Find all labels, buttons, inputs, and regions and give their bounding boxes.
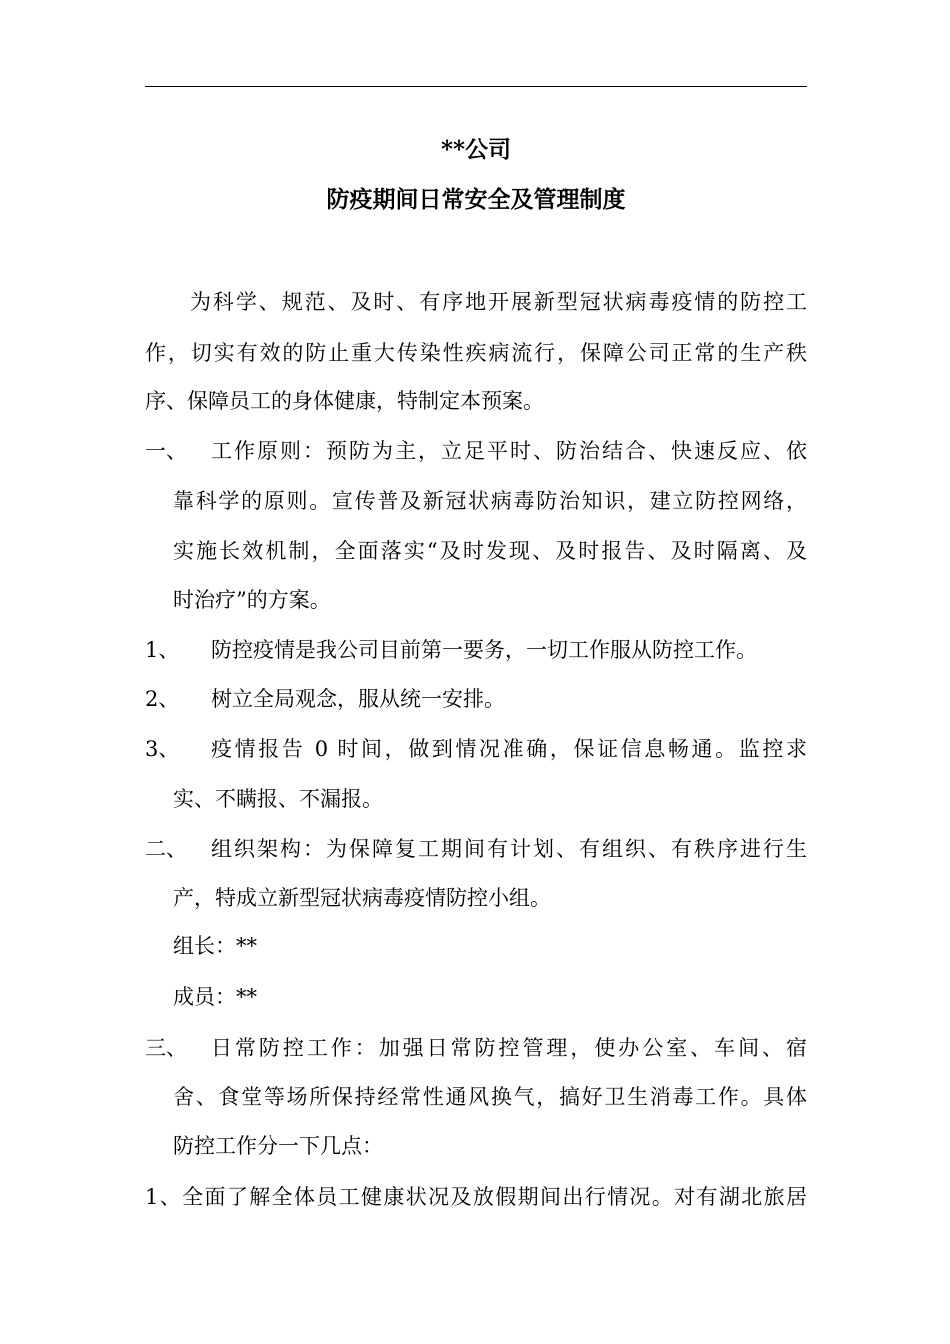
section-3-line-1: 日常防控工作：加强日常防控管理，使办公室、车间、宿 bbox=[211, 1036, 807, 1060]
section-2-leader: 组长：** bbox=[173, 934, 257, 958]
intro-line-3: 序、保障员工的身体健康，特制定本预案。 bbox=[145, 389, 544, 413]
item-2-line-1: 树立全局观念，服从统一安排。 bbox=[211, 687, 505, 711]
section-1-number: 一、 bbox=[145, 439, 187, 463]
section-2-line-1: 组织架构：为保障复工期间有计划、有组织、有秩序进行生 bbox=[211, 837, 807, 861]
item-3-line-1: 疫情报告 0 时间，做到情况准确，保证信息畅通。监控求 bbox=[211, 737, 807, 761]
section-1-line-4: 时治疗”的方案。 bbox=[173, 588, 331, 612]
item-1-number: 1、 bbox=[145, 638, 180, 662]
section-1-line-2: 靠科学的原则。宣传普及新冠状病毒防治知识，建立防控网络， bbox=[173, 489, 807, 513]
item-2-number: 2、 bbox=[145, 687, 180, 711]
item-3-number: 3、 bbox=[145, 737, 180, 761]
item-3-line-2: 实、不瞒报、不漏报。 bbox=[173, 787, 383, 811]
section-3-item-1-line-1: 1、全面了解全体员工健康状况及放假期间出行情况。对有湖北旅居 bbox=[145, 1185, 807, 1209]
intro-line-2: 作，切实有效的防止重大传染性疾病流行，保障公司正常的生产秩 bbox=[145, 341, 807, 365]
section-2-line-2: 产，特成立新型冠状病毒疫情防控小组。 bbox=[173, 886, 551, 910]
section-3-line-3: 防控工作分一下几点： bbox=[173, 1134, 383, 1158]
section-2-number: 二、 bbox=[145, 837, 187, 861]
item-1-line-1: 防控疫情是我公司目前第一要务，一切工作服从防控工作。 bbox=[211, 638, 757, 662]
section-1-line-1: 工作原则：预防为主，立足平时、防治结合、快速反应、依 bbox=[211, 439, 807, 463]
section-2-members: 成员：** bbox=[173, 985, 257, 1009]
header-rule bbox=[145, 86, 807, 87]
company-title: **公司 bbox=[440, 136, 512, 163]
section-3-number: 三、 bbox=[145, 1036, 187, 1060]
intro-line-1: 为科学、规范、及时、有序地开展新型冠状病毒疫情的防控工 bbox=[190, 290, 807, 314]
document-title: 防疫期间日常安全及管理制度 bbox=[326, 186, 626, 213]
section-1-line-3: 实施长效机制，全面落实“及时发现、及时报告、及时隔离、及 bbox=[173, 539, 807, 563]
section-3-line-2: 舍、食堂等场所保持经常性通风换气，搞好卫生消毒工作。具体 bbox=[173, 1085, 807, 1109]
